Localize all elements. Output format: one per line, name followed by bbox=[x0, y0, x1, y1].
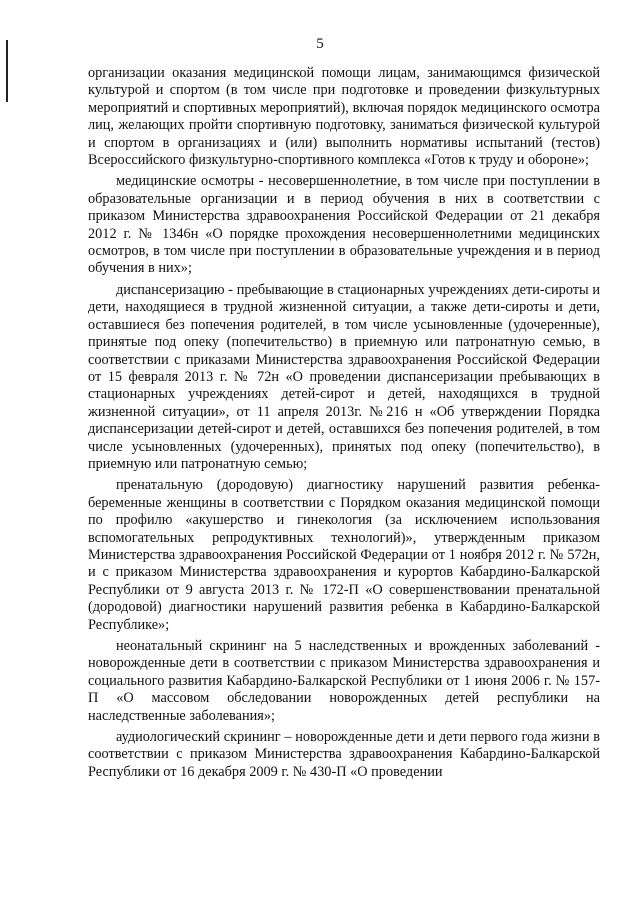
paragraph-sports-medicine: организации оказания медицинской помощи лицам, занимающимся физической культурой и спортом (в том числе при подготовке и проведении физкультурных мероприятий и спортивных мероприятий), включая порядок медицинского осмотра лиц, желающих пройти спортивную подготовку, заниматься физической культурой и спортом в организациях и (или) выполнить нормативы испытаний (тестов) Всероссийского физкультурно-спортивного комплекса «Готов к труду и обороне»; bbox=[88, 65, 600, 169]
page-number: 5 bbox=[316, 36, 324, 52]
paragraph-dispensarization: диспансеризацию - пребывающие в стационарных учреждениях дети-сироты и дети, находящиеся в трудной жизненной ситуации, а также дети-сироты и дети, оставшиеся без попечения родителей, в том числе усыновленные (удочеренные), принятые под опеку (попечительство) в приемную или патронатную семью, в соответствии с приказами Министерства здравоохранения Российской Федерации от 15 февраля 2013 г. № 72н «О проведении диспансеризации пребывающих в стационарных учреждениях детей-сирот и детей, находящихся в трудной жизненной ситуации», от 11 апреля 2013г. №216 н «Об утверждении Порядка диспансеризации детей-сирот и детей, оставшихся без попечения родителей, в том числе усыновленных (удочеренных), принятых под опеку (попечительство), в приемную или патронатную семью; bbox=[88, 281, 600, 472]
paragraph-prenatal-diagnostics: пренатальную (дородовую) диагностику нарушений развития ребенка-беременные женщины в соответствии с Порядком оказания медицинской помощи по профилю «акушерство и гинекология (за исключением использования вспомогательных репродуктивных технологий)», утвержденным приказом Министерства здравоохранения Российской Федерации от 1 ноября 2012 г. № 572н, и с приказом Министерства здравоохранения и курортов Кабардино-Балкарской Республики от 9 августа 2013 г. № 172-П «О совершенствовании пренатальной (дородовой) диагностики нарушений развития ребенка в Кабардино-Балкарской Республике»; bbox=[88, 477, 600, 633]
paragraph-neonatal-screening: неонатальный скрининг на 5 наследственных и врожденных заболеваний - новорожденные дети в соответствии с приказом Министерства здравоохранения и социального развития Кабардино-Балкарской Республики от 1 июня 2006 г. № 157-П «О массовом обследовании новорожденных детей республики на наследственные заболевания»; bbox=[88, 638, 600, 724]
paragraph-medical-exams: медицинские осмотры - несовершеннолетние, в том числе при поступлении в образовательные организации и в период обучения в них в соответствии с приказом Министерства здравоохранения Российской Федерации от 21 декабря 2012 г. № 1346н «О порядке прохождения несовершеннолетними медицинских осмотров, в том числе при поступлении в образовательные учреждения и в период обучения в них»; bbox=[88, 173, 600, 277]
document-body bbox=[88, 65, 600, 785]
paragraph-audiological-screening: аудиологический скрининг – новорожденные дети и дети первого года жизни в соответствии с приказом Министерства здравоохранения Кабардино-Балкарской Республики от 16 декабря 2009 г. № 430-П «О проведении bbox=[88, 729, 600, 780]
